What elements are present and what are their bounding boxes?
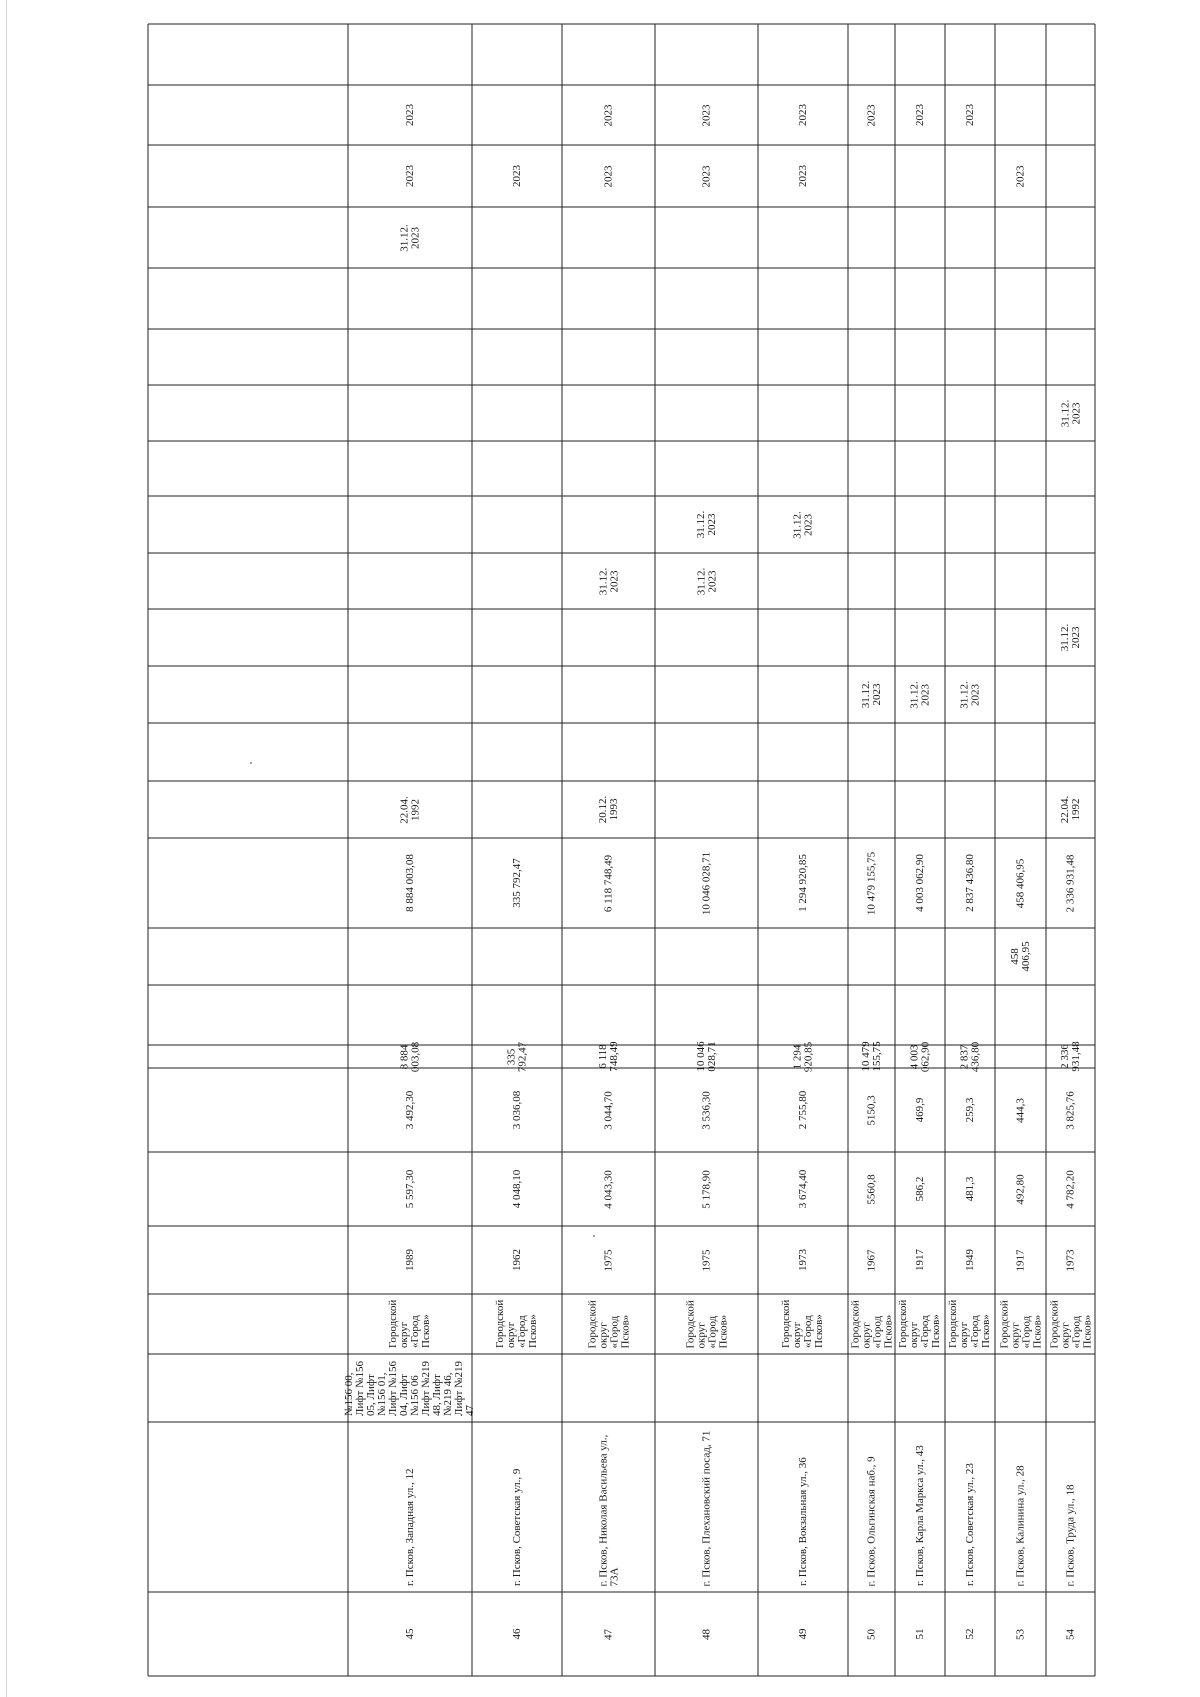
cell-area_living: 469,9 (913, 1097, 926, 1123)
cell-last_repair: 20.12. 1993 (596, 795, 620, 824)
cell-area_living: 3 044,70 (602, 1090, 614, 1130)
cell-address: г. Псков, Карла Маркса ул., 43 (913, 1445, 926, 1586)
cell-year: 1973 (796, 1249, 809, 1271)
cell-area_total: 4 043,30 (602, 1169, 614, 1209)
cell-year: 1975 (700, 1249, 712, 1271)
cell-area_living: 259,3 (963, 1097, 976, 1123)
cell-num: 54 (1064, 1628, 1076, 1640)
cell-municipality: Городской округ «Город Псков» (683, 1299, 729, 1348)
cell-municipality: Городской округ «Город Псков» (947, 1299, 992, 1348)
cell-cost_fund: 4 003 062,90 (908, 1041, 931, 1072)
cell-cost_fund: 1 294 920,85 (791, 1041, 814, 1072)
cell-d11: 2023 (510, 165, 523, 187)
cell-num: 52 (963, 1628, 976, 1640)
cell-area_living: 2 755,80 (796, 1090, 809, 1130)
cell-num: 46 (510, 1628, 523, 1640)
cell-num: 48 (700, 1628, 712, 1640)
cell-d12: 2023 (403, 104, 416, 126)
cell-d12: 2023 (796, 104, 809, 126)
cell-d12: 2023 (963, 104, 976, 126)
cell-d11: 2023 (700, 165, 712, 187)
cell-area_living: 3 036,08 (510, 1090, 523, 1130)
cell-year: 1967 (865, 1249, 877, 1271)
cell-d2: 31.12. 2023 (908, 680, 931, 709)
cell-area_total: 4 782,20 (1064, 1169, 1076, 1209)
cell-cost_total: 6 118 748,49 (602, 854, 614, 912)
cell-d4: 31.12. 2023 (596, 567, 620, 595)
cell-num: 49 (796, 1628, 809, 1640)
cell-cost_fund: 2 837 436,80 (958, 1041, 981, 1072)
cell-year: 1949 (963, 1249, 976, 1271)
cell-area_living: 444,3 (1014, 1097, 1026, 1123)
cell-area_total: 5560,8 (865, 1173, 877, 1205)
cell-address: г. Псков, Советская ул., 9 (510, 1468, 523, 1586)
cell-d11: 2023 (602, 165, 614, 187)
cell-d10: 31.12. 2023 (398, 223, 421, 252)
cell-area_living: 5150,3 (865, 1094, 877, 1126)
cell-area_total: 481,3 (963, 1176, 976, 1202)
cell-municipality: Городской округ «Город Псков» (387, 1299, 432, 1348)
cell-year: 1917 (913, 1249, 926, 1271)
cell-d4: 31.12. 2023 (694, 567, 718, 595)
cell-municipality: Городской округ «Город Псков» (997, 1299, 1043, 1348)
cell-year: 1989 (403, 1249, 416, 1271)
cell-address: г. Псков, Советская ул., 23 (963, 1463, 976, 1586)
cell-year: 1962 (510, 1249, 523, 1271)
cell-address: г. Псков, Западная ул., 12 (403, 1468, 416, 1586)
cell-d5: 31.12. 2023 (791, 510, 814, 539)
cell-num: 53 (1014, 1628, 1026, 1640)
cell-cost_total: 10 479 155,75 (865, 851, 877, 915)
cell-d3: 31.12. 2023 (1058, 623, 1082, 652)
cell-d7: 31.12. 2023 (1058, 399, 1082, 427)
cell-cost_fund: 2 336 931,48 (1058, 1041, 1082, 1072)
cell-area_total: 3 674,40 (796, 1169, 809, 1209)
cell-municipality: Городской округ «Город Псков» (494, 1299, 539, 1348)
cell-year: 1917 (1014, 1249, 1026, 1271)
cell-area_total: 5 178,90 (700, 1169, 712, 1209)
cell-d12: 2023 (913, 104, 926, 126)
cell-year: 1975 (602, 1249, 614, 1271)
cell-cost_total: 458 406,95 (1014, 858, 1026, 908)
cell-d2: 31.12. 2023 (958, 680, 981, 709)
cell-num: 47 (602, 1628, 614, 1640)
cell-cost_total: 2 837 436,80 (963, 854, 976, 912)
cell-d11: 2023 (403, 165, 416, 187)
cell-cost_total: 4 003 062,90 (913, 854, 926, 912)
cell-area_total: 5 597,30 (403, 1169, 416, 1209)
cell-d11: 2023 (796, 165, 809, 187)
cell-cost_total: 2 336 931,48 (1064, 854, 1076, 912)
cell-address: г. Псков, Вокзальная ул., 36 (796, 1457, 809, 1586)
cell-cost_b: 458 406,95 (1008, 941, 1032, 972)
cell-lift_ids: №156 00, Лифт №156 05, Лифт №156 01, Лифт №156 04, Лифт №156 06 Лифт №219 48, Лифт №219 46, Лифт №219 47 (343, 1360, 476, 1416)
cell-area_total: 586,2 (913, 1176, 926, 1202)
cell-d5: 31.12. 2023 (694, 510, 718, 539)
cell-area_total: 4 048,10 (510, 1169, 523, 1209)
cell-d11: 2023 (1014, 165, 1026, 187)
cell-d12: 2023 (700, 104, 712, 126)
cell-municipality: Городской округ «Город Псков» (848, 1299, 894, 1348)
cell-municipality: Городской округ «Город Псков» (585, 1299, 631, 1348)
cell-num: 45 (403, 1628, 416, 1640)
cell-num: 51 (913, 1628, 926, 1640)
cell-address: г. Псков, Плехановский посад, 71 (700, 1430, 712, 1586)
cell-cost_fund: 10 479 155,75 (859, 1041, 883, 1072)
cell-d2: 31.12. 2023 (859, 680, 883, 709)
cell-address: г. Псков, Калинина ул., 28 (1014, 1464, 1026, 1586)
cell-area_living: 3 536,30 (700, 1090, 712, 1130)
cell-num: 50 (865, 1628, 877, 1640)
cell-cost_fund: 8 884 003,08 (398, 1041, 421, 1072)
cell-cost_total: 1 294 920,85 (796, 854, 809, 912)
cell-address: г. Псков, Труда ул., 18 (1064, 1483, 1076, 1586)
cell-year: 1973 (1064, 1249, 1076, 1271)
cell-cost_total: 10 046 028,71 (700, 851, 712, 915)
cell-cost_fund: 335 792,47 (505, 1041, 528, 1072)
cell-last_repair: 22.04. 1992 (398, 795, 421, 824)
cell-municipality: Городской округ «Город Псков» (897, 1299, 942, 1348)
cell-address: г. Псков, Ольгинская наб., 9 (865, 1455, 877, 1586)
cell-address: г. Псков, Николая Васильева ул., 73А (596, 1434, 620, 1586)
cell-municipality: Городской округ «Город Псков» (780, 1299, 825, 1348)
cell-area_total: 492,80 (1014, 1173, 1026, 1205)
cell-cost_total: 335 792,47 (510, 858, 523, 908)
cell-d12: 2023 (602, 104, 614, 126)
cell-last_repair: 22.04. 1992 (1058, 795, 1082, 824)
cell-municipality: Городской округ «Город Псков» (1047, 1299, 1093, 1348)
cell-d12: 2023 (865, 104, 877, 126)
cell-cost_fund: 6 118 748,49 (596, 1041, 620, 1072)
cell-area_living: 3 825,76 (1064, 1090, 1076, 1130)
cell-area_living: 3 492,30 (403, 1090, 416, 1130)
cell-cost_fund: 10 046 028,71 (694, 1041, 718, 1072)
cell-cost_total: 8 884 003,08 (403, 854, 416, 912)
